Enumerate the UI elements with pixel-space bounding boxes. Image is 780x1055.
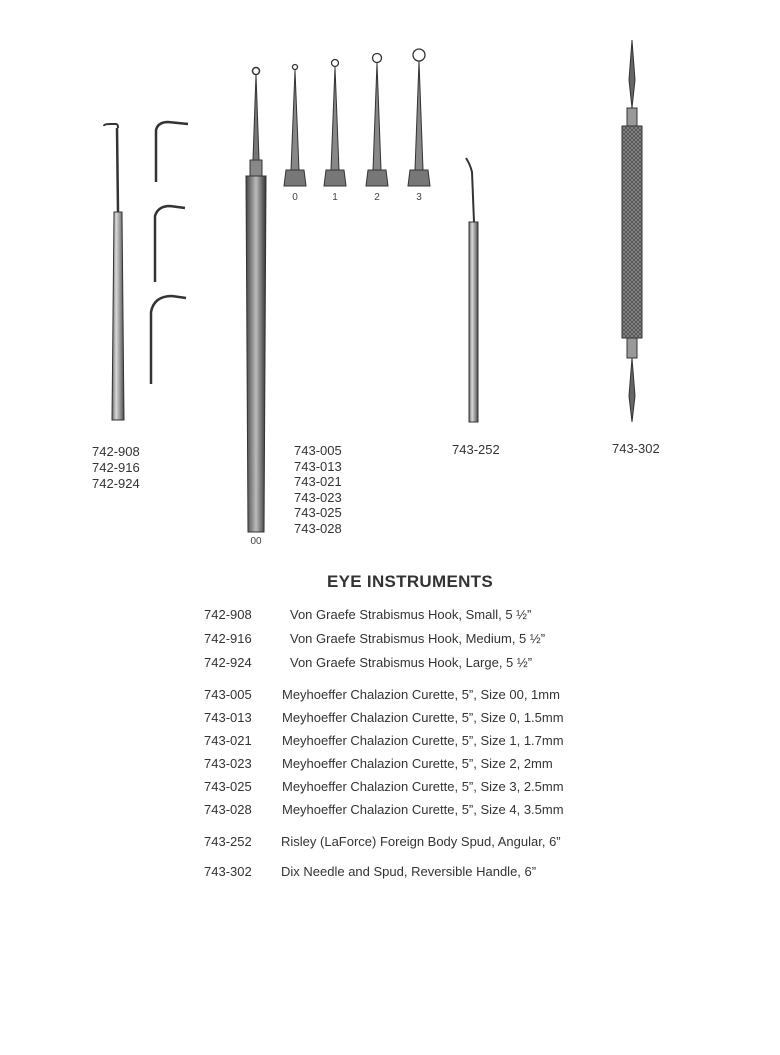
catalog-description: Meyhoeffer Chalazion Curette, 5”, Size 0, 1.5mm (282, 710, 564, 725)
catalog-code: 742-908 (204, 607, 252, 622)
curette-size-1-label: 1 (332, 192, 338, 203)
curette-tip-1-drawing (324, 60, 346, 187)
catalog-code: 743-005 (204, 687, 252, 702)
hook-tip-medium-drawing (155, 206, 185, 282)
chalazion-curette-drawing (246, 68, 266, 533)
catalog-code: 743-302 (204, 864, 252, 879)
curette-tip-0-drawing (284, 65, 306, 187)
catalog-code: 742-916 (204, 631, 252, 646)
hook-tip-small-drawing (156, 122, 188, 182)
catalog-code: 743-025 (204, 779, 252, 794)
curette-tip-3-drawing (408, 49, 430, 186)
curette-size-00-label: 00 (250, 536, 262, 547)
catalog-code: 743-028 (204, 802, 252, 817)
spud-code: 743-252 (452, 442, 500, 457)
hook-code-small: 742-908 (92, 444, 140, 459)
catalog-description: Meyhoeffer Chalazion Curette, 5”, Size 00, 1mm (282, 687, 560, 702)
hook-tip-large-drawing (151, 296, 186, 384)
curette-code-4: 743-028 (294, 520, 342, 536)
curette-codes (294, 443, 342, 536)
curette-size-2-label: 2 (374, 192, 380, 203)
curette-tip-2-drawing (366, 54, 388, 187)
catalog-description: Risley (LaForce) Foreign Body Spud, Angular, 6” (281, 834, 561, 849)
catalog-description: Meyhoeffer Chalazion Curette, 5”, Size 1, 1.7mm (282, 733, 564, 748)
catalog-description: Von Graefe Strabismus Hook, Medium, 5 ½” (290, 631, 546, 646)
curette-code-3: 743-025 (294, 505, 342, 520)
hook-code-medium: 742-916 (92, 460, 140, 475)
dix-needle-drawing (622, 40, 642, 422)
curette-code-0: 743-013 (294, 458, 342, 474)
catalog-description: Meyhoeffer Chalazion Curette, 5”, Size 2, 2mm (282, 756, 553, 771)
curette-size-0-label: 0 (292, 192, 298, 203)
foreign-body-spud-drawing (466, 158, 478, 422)
catalog-code: 743-023 (204, 756, 252, 771)
catalog-code: 743-013 (204, 710, 252, 725)
catalog-code: 743-252 (204, 834, 252, 849)
page-title: EYE INSTRUMENTS (326, 572, 494, 591)
catalog-description: Von Graefe Strabismus Hook, Small, 5 ½” (290, 607, 532, 622)
curette-code-1: 743-021 (294, 474, 342, 489)
strabismus-hook-drawing (104, 124, 124, 420)
curette-code-00: 743-005 (294, 443, 342, 458)
needle-code: 743-302 (612, 441, 660, 456)
curette-size-3-label: 3 (416, 192, 422, 203)
catalog-description: Dix Needle and Spud, Reversible Handle, 6” (281, 864, 537, 879)
hook-code-large: 742-924 (92, 476, 140, 491)
catalog-code: 742-924 (204, 655, 252, 670)
catalog-description: Meyhoeffer Chalazion Curette, 5”, Size 4, 3.5mm (282, 802, 564, 817)
catalog-description: Meyhoeffer Chalazion Curette, 5”, Size 3, 2.5mm (282, 779, 564, 794)
catalog-description: Von Graefe Strabismus Hook, Large, 5 ½” (290, 655, 533, 670)
curette-code-2: 743-023 (294, 489, 342, 505)
hook-codes (92, 444, 140, 492)
catalog-code: 743-021 (204, 733, 252, 748)
